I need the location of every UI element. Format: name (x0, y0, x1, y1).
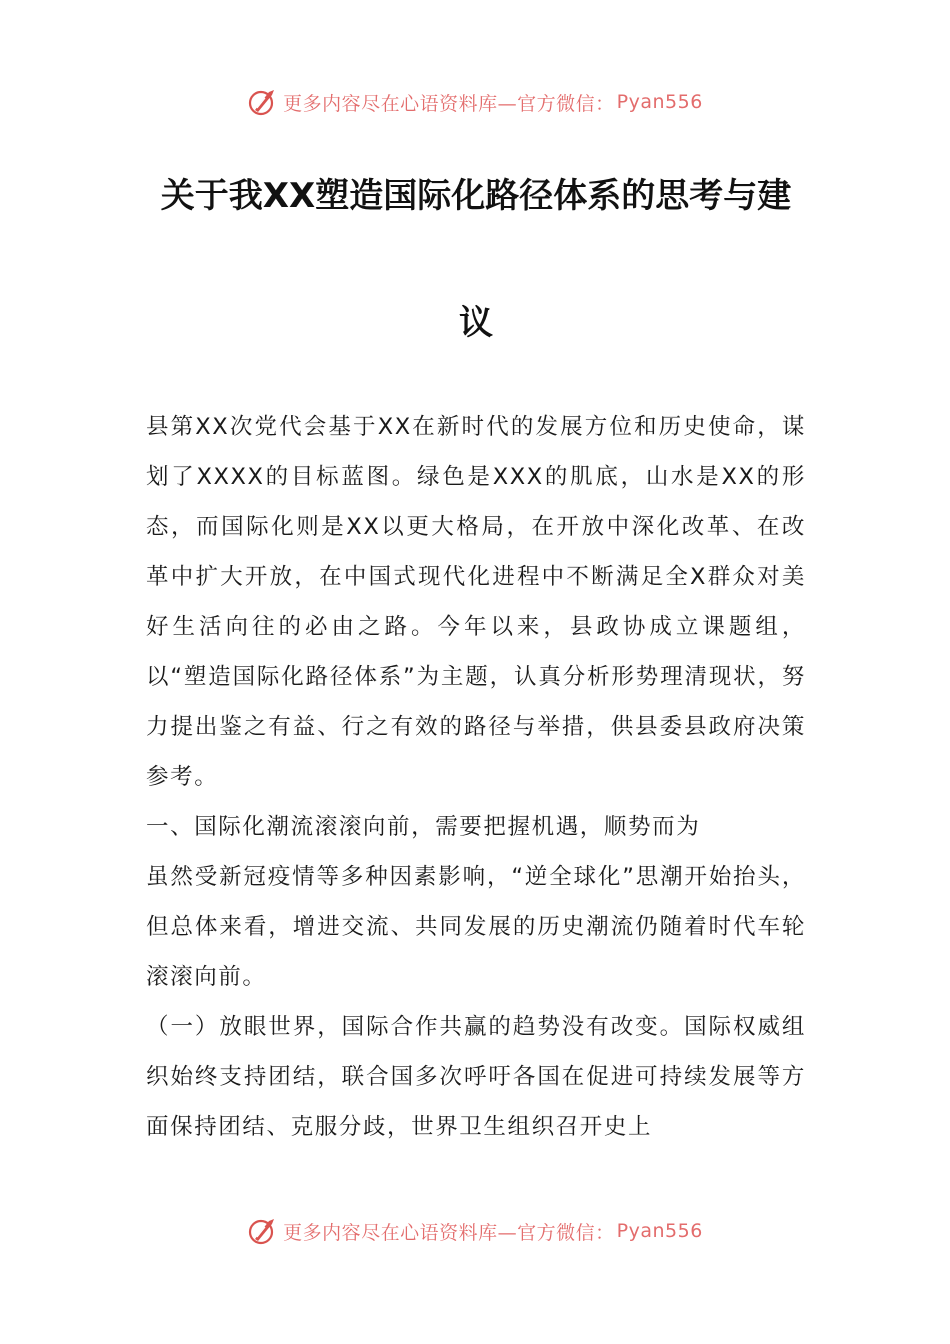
wechat-id: Pyan556 (616, 1220, 703, 1242)
quill-logo-icon (247, 86, 279, 118)
footer-banner (0, 1211, 950, 1251)
subsection-1-paragraph: （一）放眼世界，国际合作共赢的趋势没有改变。国际权威组织始终支持团结，联合国多次呼吁各国在促进可持续发展等方面保持团结、克服分歧，世界卫生组织召开史上 (146, 1014, 806, 1140)
document-title-line-2: 议 (459, 303, 493, 343)
header-banner (0, 82, 950, 122)
document-body (146, 402, 806, 1152)
section-1-heading: 一、国际化潮流滚滚向前，需要把握机遇，顺势而为 (146, 814, 701, 840)
banner-text: 更多内容尽在心语资料库—官方微信： (283, 1221, 615, 1244)
quill-logo-icon (247, 1215, 279, 1247)
wechat-id: Pyan556 (616, 91, 703, 113)
banner-text: 更多内容尽在心语资料库—官方微信： (283, 92, 615, 115)
section-1-paragraph: 虽然受新冠疫情等多种因素影响，“逆全球化”思潮开始抬头，但总体来看，增进交流、共同发展的历史潮流仍随着时代车轮滚滚向前。 (146, 864, 806, 990)
intro-paragraph: 县第XX次党代会基于XX在新时代的发展方位和历史使命，谋划了XXXX的目标蓝图。绿色是XXX的肌底，山水是XX的形态，而国际化则是XX以更大格局，在开放中深化改革、在改革中扩大开放，在中国式现代化进程中不断满足全X群众对美好生活向往的必由之路。今年以来，县政协成立课题组，以“塑造国际化路径体系”为主题，认真分析形势理清现状，努力提出鉴之有益、行之有效的路径与举措，供县委县政府决策参考。 (146, 414, 806, 790)
document-title-line-1: 关于我XX塑造国际化路径体系的思考与建 (160, 176, 792, 216)
